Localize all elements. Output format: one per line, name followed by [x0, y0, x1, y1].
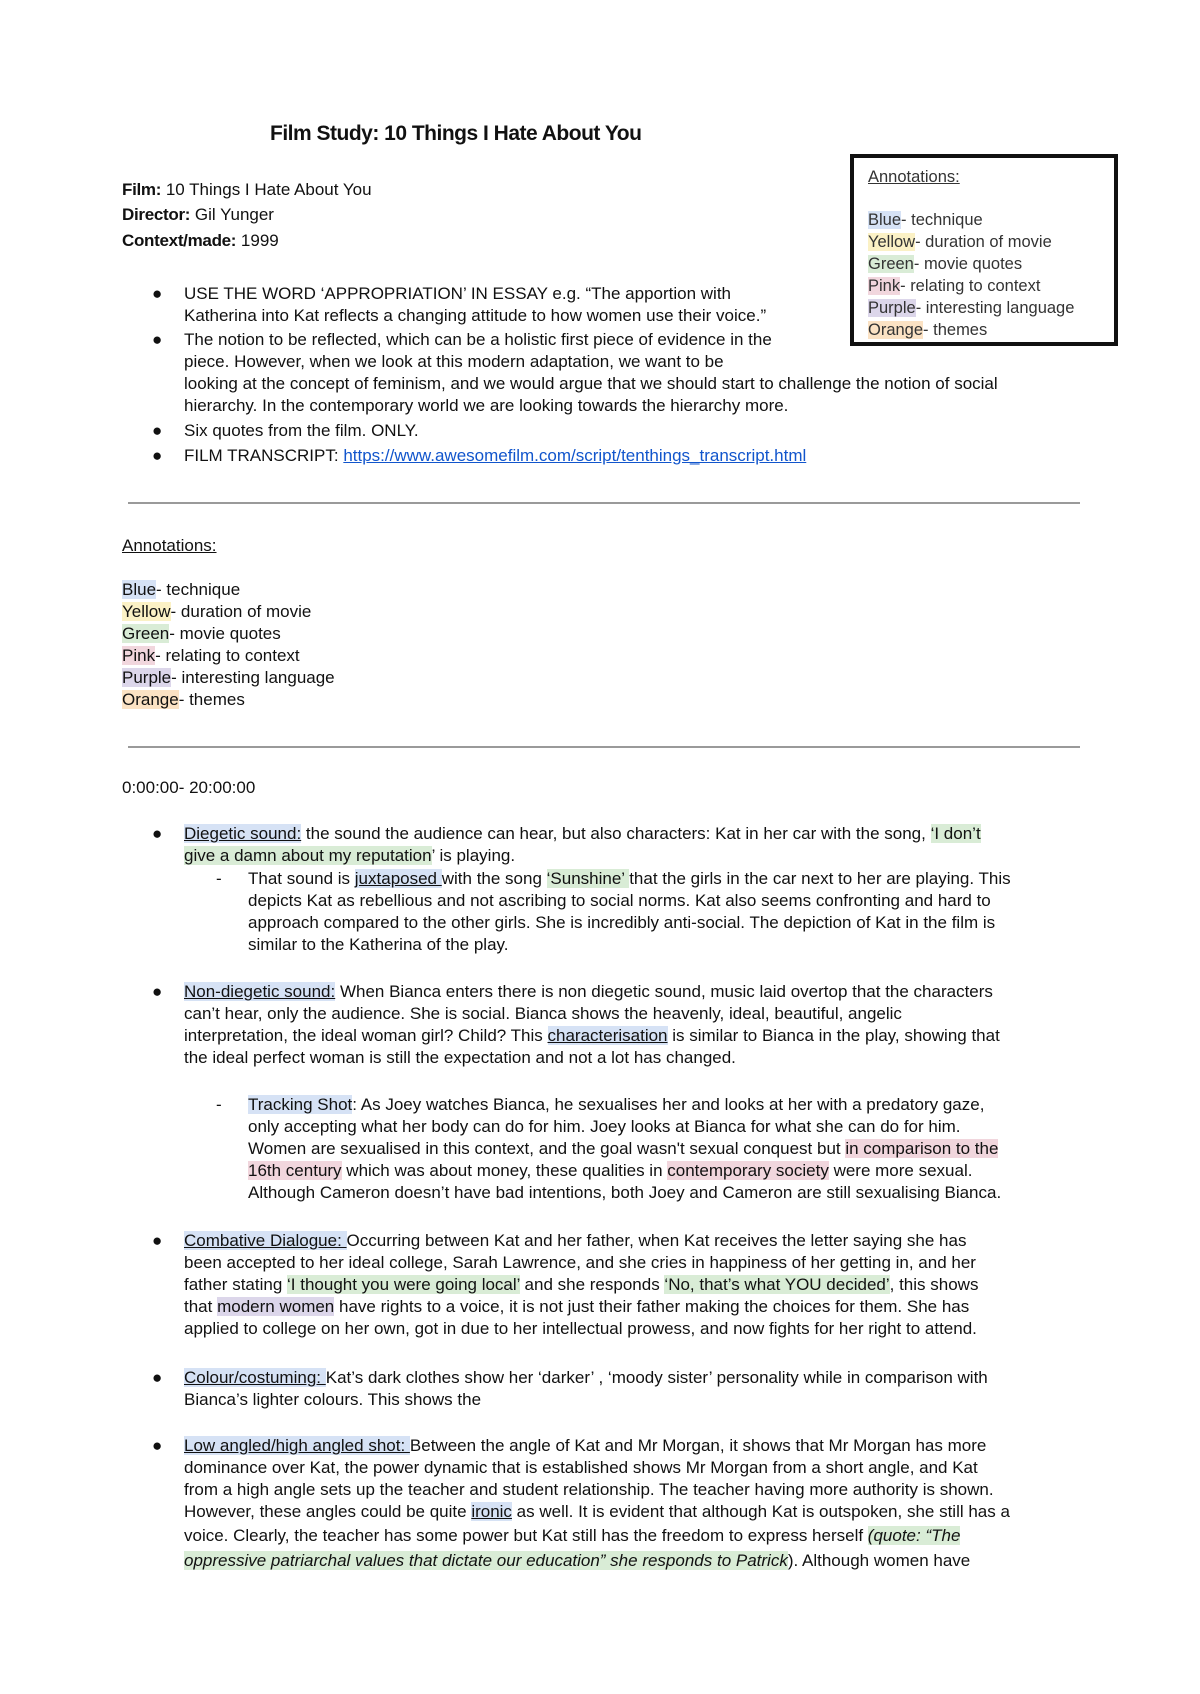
intro-bullet-transcript: ● FILM TRANSCRIPT: https://www.awesomefilm.com/script/tenthings_transcript.html: [152, 446, 807, 465]
annotation-pink: Pink- relating to context: [122, 646, 300, 665]
annotation-yellow: Yellow- duration of movie: [868, 233, 1052, 251]
annotations-heading: Annotations:: [122, 536, 217, 555]
annotation-yellow: Yellow- duration of movie: [122, 602, 312, 621]
sub-note-tracking-shot: - Tracking Shot: As Joey watches Bianca, he sexualises her and looks at her with a predatory gaze, only accepting what her body can do for him. Joey looks at Bianca for what she can do for him. Women are sexualised in this context, and the goal wasn't sexual conquest but in comparison to the 16th century which was about money, these qualities in contemporary society were more sexual. Although Cameron doesn’t have bad intentions, both Joey and Cameron are still sexualising Bianca.: [216, 1095, 1002, 1202]
context-line: [122, 231, 279, 251]
annotation-pink: Pink- relating to context: [868, 277, 1041, 295]
annotation-orange: Orange- themes: [868, 321, 988, 339]
time-range: 0:00:00- 20:00:00: [122, 778, 256, 797]
annotation-green: Green- movie quotes: [122, 624, 281, 643]
annotations-box-heading: Annotations:: [868, 168, 960, 186]
transcript-link[interactable]: https://www.awesomefilm.com/script/tenthings_transcript.html: [343, 446, 807, 465]
intro-bullet-quotes: ● Six quotes from the film. ONLY.: [152, 421, 419, 440]
note-diegetic-sound: ● Diegetic sound: the sound the audience can hear, but also characters: Kat in her car with the song, ‘I don’t give a damn about my reputation’ is playing.: [152, 824, 981, 865]
intro-bullet-notion: ● The notion to be reflected, which can be a holistic first piece of evidence in the piece. However, when we look at this modern adaptation, we want to be looking at the concept of feminism, and we would argue that we should start to challenge the notion of social hierarchy. In the contemporary world we are looking towards the hierarchy more.: [152, 330, 998, 415]
film-value: 10 Things I Hate About You: [165, 180, 372, 199]
director-line: [122, 205, 274, 225]
film-label: Film:: [122, 180, 162, 199]
annotation-blue: Blue- technique: [868, 211, 983, 229]
film-line: [122, 180, 372, 200]
note-colour-costuming: ● Colour/costuming: Kat’s dark clothes show her ‘darker’ , ‘moody sister’ personality while in comparison with Bianca’s lighter colours. This shows the: [152, 1368, 988, 1409]
intro-bullet-appropriation: ● USE THE WORD ‘APPROPRIATION’ IN ESSAY e.g. “The apportion with Katherina into Kat reflects a changing attitude to how women use their voice.”: [152, 284, 767, 325]
annotation-purple: Purple- interesting language: [868, 299, 1075, 317]
context-label: Context/made:: [122, 231, 237, 250]
annotations-list: [122, 535, 335, 711]
context-value: 1999: [240, 231, 279, 250]
director-value: Gil Yunger: [194, 205, 274, 224]
annotation-orange: Orange- themes: [122, 690, 245, 709]
annotation-green: Green- movie quotes: [868, 255, 1023, 273]
divider: [128, 746, 1080, 748]
director-label: Director:: [122, 205, 191, 224]
annotation-blue: Blue- technique: [122, 580, 241, 599]
note-non-diegetic-sound: ● Non-diegetic sound: When Bianca enters there is non diegetic sound, music laid overtop that the characters can’t hear, only the audience. She is social. Bianca shows the heavenly, ideal, beautiful, angelic interpretation, the ideal woman girl? Child? This characterisation is similar to Bianca in the play, showing that the ideal perfect woman is still the expectation and not a lot has changed.: [152, 982, 1000, 1067]
divider: [128, 502, 1080, 504]
page-title: Film Study: 10 Things I Hate About You: [270, 122, 642, 145]
sub-note-juxtaposed: - That sound is juxtaposed with the song ‘Sunshine’ that the girls in the car next to her are playing. This depicts Kat as rebellious and not ascribing to social norms. Kat also seems confronting and hard to approach compared to the other girls. She is incredibly anti-social. The depiction of Kat in the film is similar to the Katherina of the play.: [216, 869, 1011, 954]
note-angle-shot: ● Low angled/high angled shot: Between the angle of Kat and Mr Morgan, it shows that Mr Morgan has more dominance over Kat, the power dynamic that is established shows Mr Morgan from a short angle, and Kat from a high angle sets up the teacher and student relationship. The teacher having more authority is shown. However, these angles could be quite ironic as well. It is evident that although Kat is outspoken, she still has a voice. Clearly, the teacher has some power but Kat still has the freedom to express herself (quote: “The oppressive patriarchal values that dictate our education” she responds to Patrick). Although women have: [152, 1436, 1010, 1570]
annotation-purple: Purple- interesting language: [122, 668, 335, 687]
note-combative-dialogue: ● Combative Dialogue: Occurring between Kat and her father, when Kat receives the letter saying she has been accepted to her ideal college, Sarah Lawrence, and she cries in happiness of her getting in, and her father stating ‘I thought you were going local’ and she responds ‘No, that’s what YOU decided’, this shows that modern women have rights to a voice, it is not just their father making the choices for them. She has applied to college on her own, got in due to her intellectual prowess, and now fights for her right to attend.: [152, 1231, 979, 1338]
